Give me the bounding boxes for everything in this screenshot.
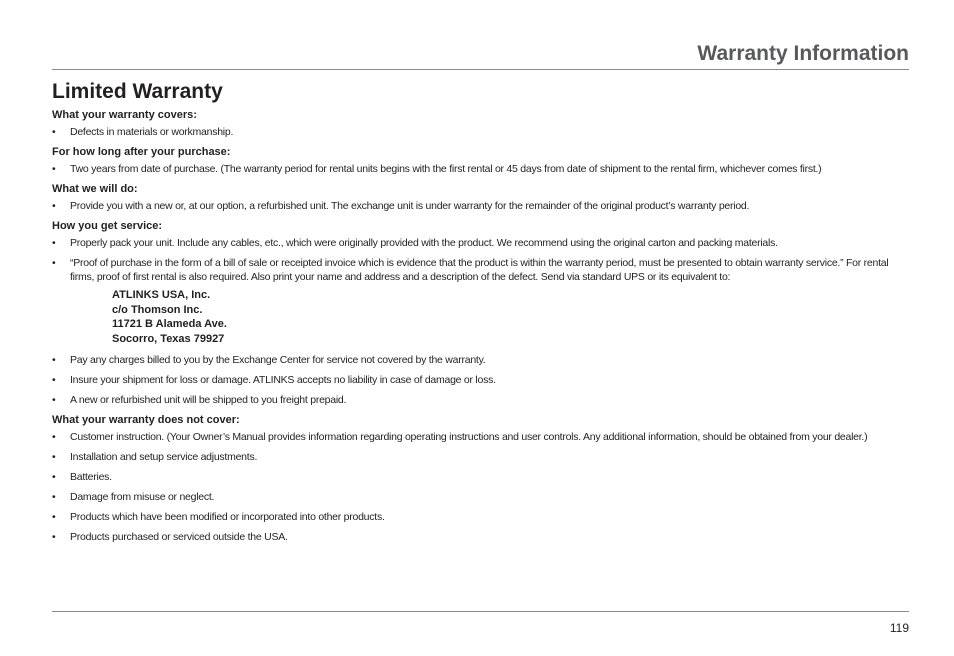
footer-divider bbox=[52, 611, 909, 612]
list-item: • Installation and setup service adjustments. bbox=[52, 451, 258, 463]
section-heading-service: How you get service: bbox=[52, 220, 163, 232]
list-item: • Customer instruction. (Your Owner’s Manual provides information regarding operating instructions and user controls. Any additional information, should be obtained from your dealer.) bbox=[52, 431, 868, 443]
bullet-icon: • bbox=[52, 531, 56, 543]
bullet-icon: • bbox=[52, 511, 56, 523]
bullet-icon: • bbox=[52, 163, 56, 175]
list-item: • Products purchased or serviced outside the USA. bbox=[52, 531, 288, 543]
service-list-after bbox=[52, 353, 909, 407]
list-item: • Damage from misuse or neglect. bbox=[52, 491, 215, 503]
bullet-icon: • bbox=[52, 491, 56, 503]
heading-suffix: does not cover: bbox=[157, 414, 240, 426]
page-number: 119 bbox=[889, 621, 909, 635]
list-item: • Insure your shipment for loss or damage. ATLINKS accepts no liability in case of damage or loss. bbox=[52, 374, 496, 386]
bullet-icon: • bbox=[52, 374, 56, 386]
bullet-icon: • bbox=[52, 257, 56, 269]
list-item: • Defects in materials or workmanship. bbox=[52, 126, 234, 138]
heading-prefix: What your warranty bbox=[52, 414, 155, 426]
section-heading-covers: What your warranty covers: bbox=[52, 109, 197, 121]
covers-list bbox=[52, 125, 909, 139]
address-line: ATLINKS USA, Inc. bbox=[112, 289, 211, 301]
list-item: • Pay any charges billed to you by the Exchange Center for service not covered by the warranty. bbox=[52, 354, 486, 366]
duration-list bbox=[52, 162, 909, 176]
address-line: Socorro, Texas 79927 bbox=[112, 332, 225, 345]
warranty-content bbox=[52, 79, 909, 550]
list-item: • Properly pack your unit. Include any cables, etc., which were originally provided with the product. We recommend using the original carton and packing materials. bbox=[52, 237, 778, 249]
list-item: • A new or refurbished unit will be shipped to you freight prepaid. bbox=[52, 394, 347, 406]
list-item: • Batteries. bbox=[52, 471, 112, 483]
bullet-icon: • bbox=[52, 431, 56, 443]
address-line: 11721 B Alameda Ave. bbox=[112, 318, 227, 330]
header-divider bbox=[52, 69, 909, 70]
bullet-icon: • bbox=[52, 394, 56, 406]
service-address bbox=[52, 288, 909, 346]
bullet-icon: • bbox=[52, 451, 56, 463]
what-we-do-list bbox=[52, 199, 909, 213]
section-heading-not-covered bbox=[52, 413, 909, 427]
bullet-icon: • bbox=[52, 200, 56, 212]
section-heading-what-we-do: What we will do: bbox=[52, 183, 138, 195]
list-item: • Products which have been modified or incorporated into other products. bbox=[52, 511, 385, 523]
list-item: • “Proof of purchase in the form of a bill of sale or receipted invoice which is evidence that the product is within the warranty period, must be presented to obtain warranty service.” For rental firms, proof of first rental is also required. Also print your name and address and a description of the defect. Send via standard UPS or its equivalent to: bbox=[52, 257, 889, 283]
page-title: Limited Warranty bbox=[52, 80, 223, 103]
bullet-icon: • bbox=[52, 354, 56, 366]
bullet-icon: • bbox=[52, 126, 56, 138]
list-item: • Two years from date of purchase. (The warranty period for rental units begins with the first rental or 45 days from date of shipment to the rental firm, whichever comes first.) bbox=[52, 163, 822, 175]
not-covered-list bbox=[52, 430, 909, 544]
bullet-icon: • bbox=[52, 471, 56, 483]
address-line: c/o Thomson Inc. bbox=[112, 303, 203, 316]
service-list-before bbox=[52, 236, 909, 284]
section-heading-duration: For how long after your purchase: bbox=[52, 146, 231, 158]
header-title: Warranty Information bbox=[697, 42, 909, 65]
list-item: • Provide you with a new or, at our option, a refurbished unit. The exchange unit is under warranty for the remainder of the original product’s warranty period. bbox=[52, 200, 750, 212]
bullet-icon: • bbox=[52, 237, 56, 249]
